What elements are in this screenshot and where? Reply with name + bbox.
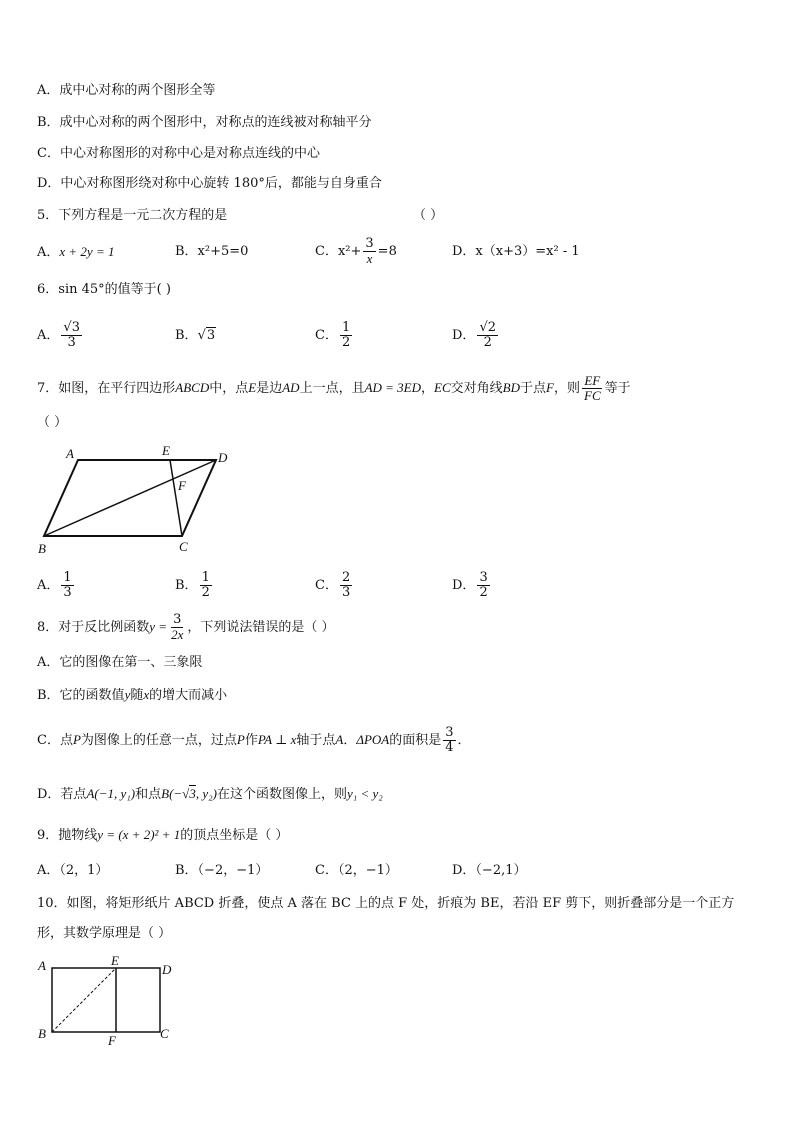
q8-d-text-2: 和点	[135, 787, 162, 802]
q8-c-math-4: A	[335, 732, 344, 747]
q5-option-d: D．x（x+3）=x² - 1	[452, 244, 580, 259]
q8-b-text-1: B．它的函数值	[37, 688, 125, 703]
q9-option-c: C．（2，−1）	[315, 863, 398, 878]
q6-option-b	[175, 328, 216, 344]
q5-a-label: A．	[37, 245, 60, 260]
q10-label-f: F	[108, 1033, 116, 1048]
q8-c-num: 3	[445, 725, 454, 740]
q7-label-f: F	[178, 478, 186, 493]
q7-text-8: ，则	[553, 381, 580, 396]
q7-math-5: EC	[434, 380, 451, 395]
q6-stem-math: sin 45°	[58, 282, 105, 297]
q8-d-text-1: D．若点	[37, 787, 87, 802]
q7-a-fraction	[61, 571, 73, 600]
q4-option-c: C．中心对称图形的对称中心是对称点连线的中心	[37, 146, 320, 161]
q5-option-b: B．x²+5=0	[175, 244, 249, 259]
q6-c-num: 1	[341, 320, 351, 335]
q4-option-a: A．成中心对称的两个图形全等	[37, 83, 216, 98]
q7-segment-ec	[170, 460, 182, 536]
q5-option-c	[315, 234, 397, 270]
q7-stem	[37, 368, 631, 409]
q8-text-1: 8．对于反比例函数	[37, 620, 150, 635]
q10-stem-line-2: 形，其数学原理是（ ）	[37, 926, 172, 941]
q8-c-math-3: PA ⊥ x	[257, 732, 297, 747]
q7-d-den: 2	[479, 585, 488, 600]
q10-fold-line-be	[52, 968, 116, 1032]
q6-c-fraction	[340, 321, 352, 350]
q10-label-a: A	[38, 958, 46, 973]
q8-c-text-1: C．点	[37, 733, 73, 748]
q7-option-d	[452, 566, 492, 606]
q6-option-a	[37, 316, 84, 356]
q5-a-expr: x + 2y = 1	[59, 244, 115, 259]
q7-b-label: B．	[175, 578, 198, 593]
q7-b-fraction	[200, 571, 212, 600]
q6-b-radicand: 3	[206, 328, 216, 343]
q5-c-fraction	[363, 237, 375, 266]
q4-option-b: B．成中心对称的两个图形中，对称点的连线被对称轴平分	[37, 115, 372, 130]
q6-option-c	[315, 316, 354, 356]
q7-paren: （ ）	[37, 415, 68, 430]
q6-stem	[37, 282, 171, 298]
q5-c-tail: =8	[377, 244, 397, 259]
q10-label-d: D	[162, 962, 172, 977]
q8-function-fraction	[169, 613, 185, 642]
q8-c-math-1: P	[72, 732, 81, 747]
q8-d-math-3: y₁ < y₂	[346, 786, 383, 801]
q8-d-point-b: B(−√3, y₂)	[161, 786, 217, 801]
q5-option-a	[37, 244, 114, 261]
q7-text-6: 交对角线	[450, 381, 503, 396]
q7-b-num: 1	[201, 570, 210, 585]
q7-text-5: ，	[421, 381, 435, 396]
q5-stem: 5．下列方程是一元二次方程的是	[37, 208, 228, 223]
q7-math-6: BD	[502, 380, 521, 395]
q8-b-text-3: 的增大而减小	[149, 688, 228, 703]
q8-b-text-2: 随	[130, 688, 144, 703]
q7-c-fraction	[340, 571, 352, 600]
q6-d-fraction	[477, 321, 498, 350]
q8-d-math-1: A(−1, y₁)	[86, 786, 136, 801]
q7-text-1: 7．如图，在平行四边形	[37, 381, 176, 396]
q8-c-math-2: P	[236, 732, 245, 747]
q7-label-a: A	[66, 446, 74, 461]
q6-d-radicand: 2	[487, 320, 497, 335]
q5-c-label: C．x²+	[315, 244, 362, 259]
q6-option-d	[452, 316, 500, 356]
q7-c-label: C．	[315, 578, 338, 593]
q8-c-text-4: 轴于点	[296, 733, 336, 748]
q9-stem	[37, 827, 288, 844]
q6-b-label: B．	[175, 328, 198, 343]
q8-c-text-2: 为图像上的任意一点，过点	[80, 733, 237, 748]
q8-c-fraction	[443, 726, 455, 755]
q7-math-4: AD = 3ED	[364, 380, 422, 395]
q8-b-math-1: y	[124, 687, 131, 702]
q6-a-radicand: 3	[71, 320, 80, 335]
q8-c-math-5: ΔPOA	[356, 732, 390, 747]
q7-math-3: AD	[282, 380, 300, 395]
q7-text-4: 上一点，且	[299, 381, 365, 396]
q7-math-1: ABCD	[175, 380, 210, 395]
q10-label-c: C	[160, 1026, 169, 1041]
q7-math-2: E	[248, 380, 257, 395]
q8-c-text-7: ．	[457, 733, 471, 748]
q6-d-den: 2	[483, 335, 492, 350]
q9-option-b: B．（−2，−1）	[175, 863, 269, 878]
q7-text-2: 中，点	[209, 381, 249, 396]
q7-d-num: 3	[479, 570, 488, 585]
q7-text-9: 等于	[604, 381, 631, 396]
q8-c-text-5: ．	[343, 733, 357, 748]
q8-option-c	[37, 720, 471, 761]
q7-label-b: B	[38, 541, 46, 556]
q8-option-d	[37, 786, 383, 803]
q10-rectangle-figure	[34, 952, 184, 1048]
q5-paren: （ ）	[413, 208, 444, 223]
q9-math-1: y = (x + 2)² + 1	[97, 827, 181, 842]
q8-frac-den: 2x	[171, 627, 184, 642]
q6-a-fraction	[61, 321, 82, 350]
q7-label-d: D	[218, 450, 228, 465]
q7-d-fraction	[477, 571, 489, 600]
q6-stem-suffix: 的值等于( )	[104, 282, 171, 297]
q7-ratio-den: FC	[584, 388, 601, 403]
q7-ratio-num: EF	[584, 373, 601, 388]
q6-c-label: C．	[315, 328, 338, 343]
q7-parallelogram-figure	[30, 440, 260, 558]
q10-label-e: E	[111, 953, 119, 968]
q7-math-7: F	[546, 380, 554, 395]
q7-ratio-fraction	[582, 374, 603, 403]
q8-d-text-3: 在这个函数图像上，则	[216, 787, 347, 802]
q9-text-2: 的顶点坐标是（ ）	[180, 828, 289, 843]
q7-d-label: D．	[452, 578, 476, 593]
q7-c-num: 2	[341, 570, 351, 585]
q8-stem	[37, 608, 335, 647]
q6-b-sqrt: √3	[197, 328, 216, 343]
q5-c-den: x	[366, 251, 373, 266]
q5-c-num: 3	[365, 236, 374, 251]
q7-a-label: A．	[37, 578, 60, 593]
q10-stem-line-1: 10．如图，将矩形纸片 ABCD 折叠，使点 A 落在 BC 上的点 F 处，折痕为 BE，若沿 EF 剪下，则折叠部分是一个正方	[37, 896, 735, 911]
q8-d-point-b-start: B(−	[161, 786, 183, 801]
q8-option-b	[37, 687, 227, 704]
q7-c-den: 3	[341, 585, 351, 600]
q8-c-den: 4	[445, 740, 454, 755]
q6-d-label: D．	[452, 328, 476, 343]
q7-text-3: 是边	[256, 381, 283, 396]
q9-option-a: A．（2，1）	[37, 863, 109, 878]
q8-math-1: y =	[149, 619, 168, 634]
q7-a-num: 1	[63, 570, 72, 585]
q6-a-den: 3	[67, 335, 76, 350]
q7-option-c	[315, 566, 354, 606]
q7-diagonal-bd	[44, 460, 216, 536]
q6-a-label: A．	[37, 328, 60, 343]
q8-c-text-3: 作	[244, 733, 258, 748]
q7-label-c: C	[179, 539, 188, 554]
q9-text-1: 9．抛物线	[37, 828, 98, 843]
q8-b-math-2: x	[143, 687, 150, 702]
q8-frac-num: 3	[173, 612, 182, 627]
q10-label-b: B	[38, 1026, 46, 1041]
q9-option-d: D．（−2,1）	[452, 863, 527, 878]
q8-text-2: ，下列说法错误的是（ ）	[187, 620, 335, 635]
q8-d-radicand: 3	[189, 786, 196, 801]
q7-text-7: 于点	[520, 381, 547, 396]
q4-option-d: D．中心对称图形绕对称中心旋转 180°后，都能与自身重合	[37, 176, 382, 191]
q8-d-point-b-end: , y₂)	[195, 786, 217, 801]
q6-d-num: √2	[479, 320, 497, 335]
q7-label-e: E	[162, 443, 170, 458]
q6-a-num: √3	[63, 320, 80, 335]
q8-c-text-6: 的面积是	[389, 733, 442, 748]
q7-option-a	[37, 566, 76, 606]
q7-option-b	[175, 566, 214, 606]
q7-b-den: 2	[201, 585, 210, 600]
q6-stem-prefix: 6．	[37, 282, 59, 297]
q6-c-den: 2	[341, 335, 351, 350]
q7-a-den: 3	[63, 585, 72, 600]
q8-option-a: A．它的图像在第一、三象限	[37, 655, 203, 670]
